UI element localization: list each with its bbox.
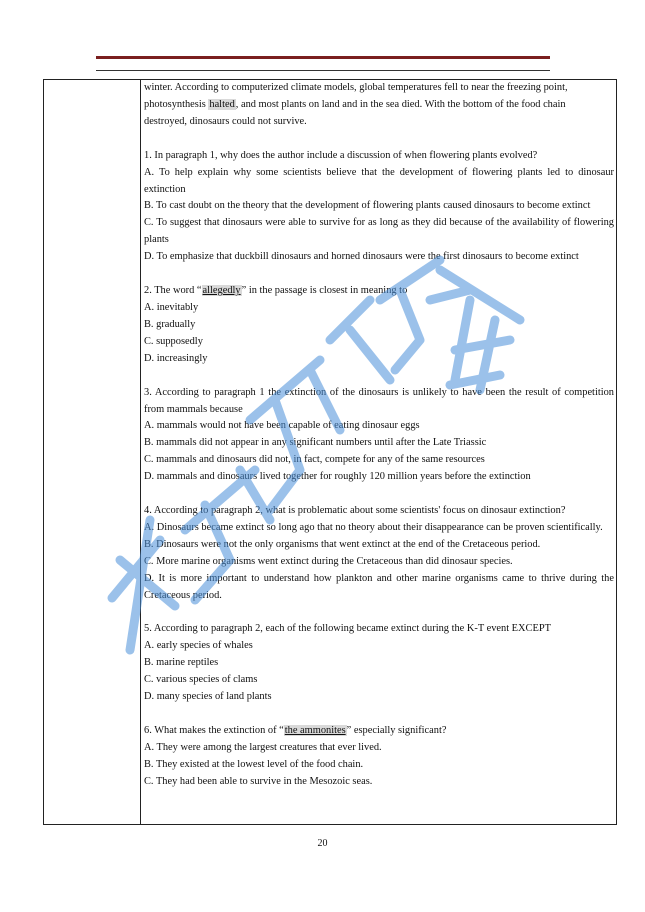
question-stem: 2. The word “allegedly” in the passage is closest in meaning to [144,285,408,297]
answer-option: D. mammals and dinosaurs lived together for roughly 120 million years before the extinction [144,471,531,483]
passage-line: photosynthesis halted, and most plants on land and in the sea died. With the bottom of the food chain [144,98,566,110]
question-stem: 3. According to paragraph 1 the extinction of the dinosaurs is unlikely to have been the result of competition from mammals because [144,386,614,415]
answer-option: C. More marine organisms went extinct during the Cretaceous than did dinosaur species. [144,555,513,567]
passage-line: winter. According to computerized climate models, global temperatures fell to near the freezing point, [144,82,568,93]
highlighted-word: halted [209,98,235,110]
question-stem: 1. In paragraph 1, why does the author include a discussion of when flowering plants evolved? [144,149,538,161]
table-left-column [44,80,141,824]
highlighted-word: the ammonites [284,725,346,736]
answer-option: C. supposedly [144,335,203,347]
answer-option: A. early species of whales [144,640,253,652]
question-stem: 6. What makes the extinction of “the ammonites” especially significant? [144,725,447,736]
answer-option: C. To suggest that dinosaurs were able to survive for as long as they did because of the availability of flowering plants [144,217,614,246]
answer-option: B. To cast doubt on the theory that the development of flowering plants caused dinosaurs to become extinct [144,200,591,212]
question-table [43,79,617,825]
page-number: 20 [317,838,328,849]
answer-option: C. mammals and dinosaurs did not, in fact, compete for any of the same resources [144,454,485,466]
highlighted-word: allegedly [202,285,241,297]
header-rule-thin [96,70,550,71]
question-stem: 5. According to paragraph 2, each of the following became extinct during the K-T event EXCEPT [144,623,551,635]
answer-option: D. increasingly [144,352,208,364]
table-content-cell [144,80,614,791]
answer-option: D. To emphasize that duckbill dinosaurs and horned dinosaurs were the first dinosaurs to become extinct [144,251,579,263]
answer-option: A. To help explain why some scientists believe that the development of flowering plants led to dinosaur extinction [144,166,614,195]
answer-option: C. various species of clams [144,674,258,686]
answer-option: B. They existed at the lowest level of the food chain. [144,758,364,770]
question-stem: 4. According to paragraph 2, what is problematic about some scientists' focus on dinosaur extinction? [144,505,566,517]
answer-option: A. Dinosaurs became extinct so long ago that no theory about their disappearance can be proven scientifically. [144,521,603,533]
answer-option: B. mammals did not appear in any significant numbers until after the Late Triassic [144,437,487,449]
header-rule-thick [96,56,550,59]
answer-option: A. mammals would not have been capable of eating dinosaur eggs [144,420,420,432]
answer-option: C. They had been able to survive in the Mesozoic seas. [144,775,373,787]
answer-option: B. Dinosaurs were not the only organisms that went extinct at the end of the Cretaceous period. [144,538,541,550]
answer-option: A. inevitably [144,301,199,313]
answer-option: A. They were among the largest creatures that ever lived. [144,741,382,753]
answer-option: B. marine reptiles [144,657,219,669]
answer-option: B. gradually [144,318,196,330]
passage-line: destroyed, dinosaurs could not survive. [144,115,307,127]
answer-option: D. It is more important to understand how plankton and other marine organisms came to thrive during the Cretaceous period. [144,572,614,601]
answer-option: D. many species of land plants [144,691,272,703]
